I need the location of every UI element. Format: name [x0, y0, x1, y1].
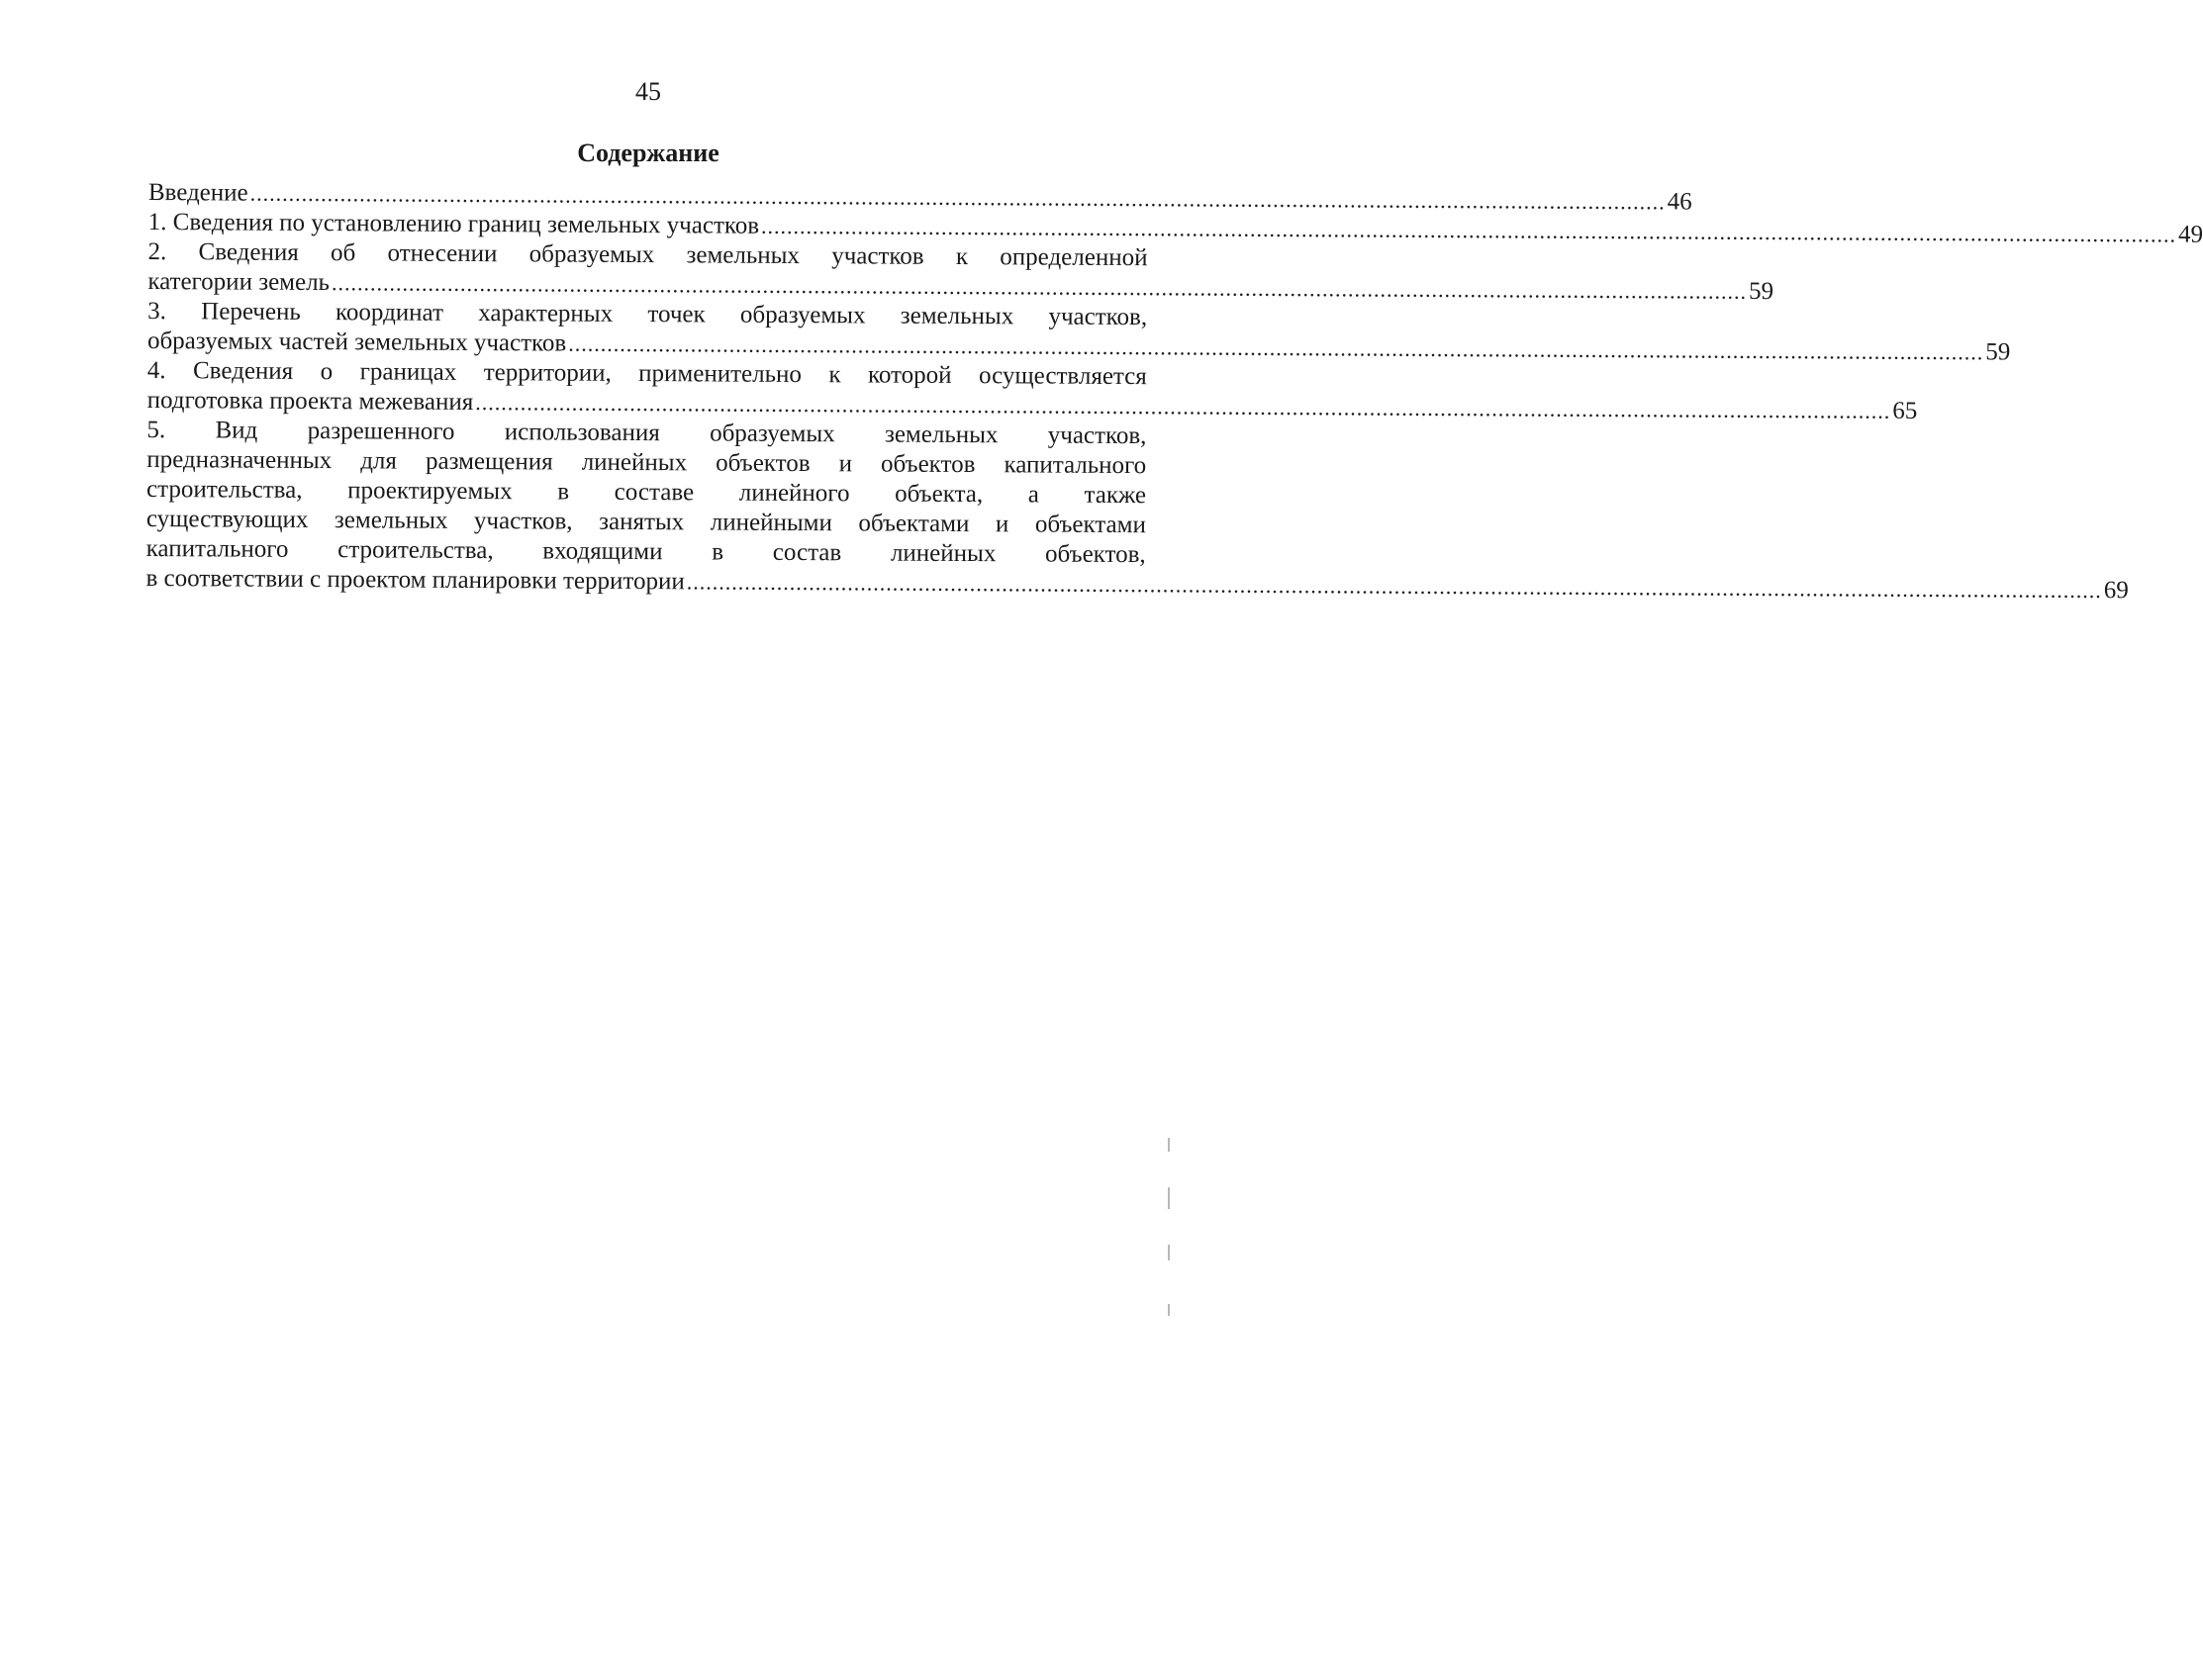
toc-entry-text-line: существующих земельных участков, занятых линейными объектами и объектами	[145, 505, 1146, 539]
scan-artifact	[1168, 1187, 1170, 1209]
toc-page-ref: 46	[1667, 188, 1692, 216]
toc-entry-text-line: 5. Вид разрешенного использования образуемых земельных участков,	[146, 416, 1147, 450]
toc-entry-text: образуемых частей земельных участков	[146, 327, 567, 357]
toc-entry-5[interactable]	[145, 416, 2129, 605]
toc-page-ref: 59	[1748, 277, 1774, 306]
toc-entry-text-line: предназначенных для размещения линейных объектов и объектов капитального	[146, 445, 1147, 480]
scan-artifact	[1168, 1138, 1170, 1152]
toc-entry-3[interactable]	[146, 297, 2011, 366]
toc-entry-text-line: 4. Сведения о границах территории, применительно к которой осуществляется	[146, 356, 1147, 391]
dot-leader: ............................................................................................................................................................................................................................	[331, 270, 1748, 304]
toc-page-ref: 65	[1892, 397, 1918, 424]
toc-entry-text-line: капитального строительства, входящими в состав линейных объектов,	[145, 534, 1146, 569]
toc-entry-text: категории земель	[147, 267, 331, 297]
table-of-contents	[145, 178, 2203, 605]
toc-page-ref: 59	[1985, 338, 2011, 366]
toc-entry-4[interactable]	[146, 356, 1918, 424]
toc-page-ref: 49	[2177, 221, 2203, 248]
page-number: 45	[635, 77, 661, 106]
scan-artifact	[1168, 1245, 1170, 1260]
toc-entry-text: подготовка проекта межевания	[146, 386, 474, 417]
dot-leader: ............................................................................................................................................................................................................................	[249, 180, 1666, 215]
toc-entry-text-line: 3. Перечень координат характерных точек образуемых земельных участков,	[147, 297, 1148, 331]
toc-entry-text: 1. Сведения по установлению границ земельных участков	[147, 208, 760, 239]
toc-entry-text-line: 2. Сведения об отнесении образуемых земельных участков к определенной	[147, 237, 1148, 272]
dot-leader: ............................................................................................................................................................................................................................	[761, 213, 2177, 247]
dot-leader: ............................................................................................................................................................................................................................	[686, 569, 2102, 604]
toc-entry-text: Введение	[147, 178, 248, 207]
scan-artifact	[1168, 1304, 1170, 1316]
toc-entry-text: в соответствии с проектом планировки территории	[145, 564, 685, 596]
toc-entry-2[interactable]	[147, 237, 1774, 306]
toc-entry-text-line: строительства, проектируемых в составе линейного объекта, а также	[145, 475, 1147, 510]
dot-leader: ............................................................................................................................................................................................................................	[475, 390, 1891, 423]
toc-page-ref: 69	[2103, 577, 2129, 605]
dot-leader: ............................................................................................................................................................................................................................	[568, 330, 1984, 365]
toc-title: Содержание	[577, 139, 719, 167]
